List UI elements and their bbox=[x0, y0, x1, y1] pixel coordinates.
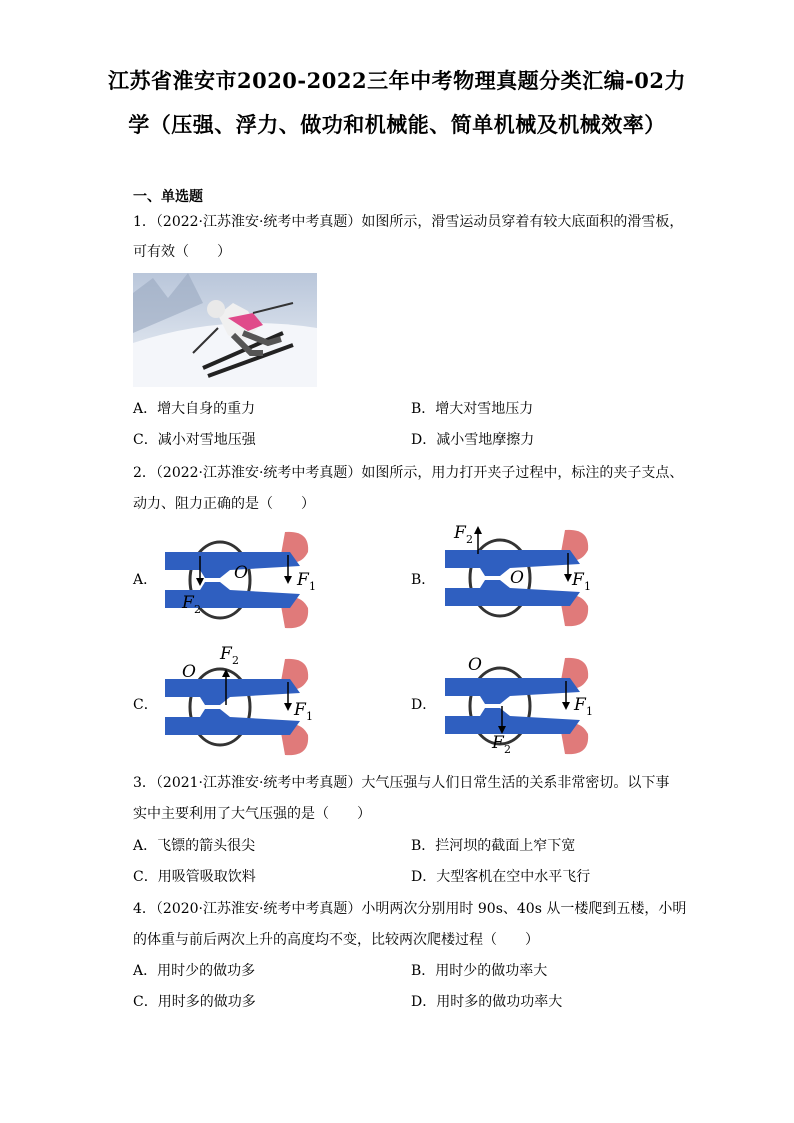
label-o: O bbox=[468, 655, 482, 675]
q3-option-b: B．拦河坝的截面上窄下宽 bbox=[411, 838, 576, 854]
q2-option-d: D． bbox=[411, 697, 437, 713]
q3-option-a: A．飞镖的箭头很尖 bbox=[133, 838, 256, 854]
label-f2: F bbox=[454, 523, 466, 543]
q2-option-a: A． bbox=[133, 572, 158, 588]
label-f1: F bbox=[574, 695, 586, 715]
label-f2: F bbox=[492, 733, 504, 753]
label-f1: F bbox=[297, 570, 309, 590]
q3-option-c: C．用吸管吸取饮料 bbox=[133, 869, 256, 885]
label-o: O bbox=[234, 563, 248, 583]
skier-photo bbox=[133, 273, 317, 387]
label-f1-sub: 1 bbox=[306, 710, 313, 723]
q1-option-c: C．减小对雪地压强 bbox=[133, 432, 256, 448]
label-f1-sub: 1 bbox=[586, 705, 593, 718]
q1-line1: 1．（2022·江苏淮安·统考中考真题）如图所示，滑雪运动员穿着有较大底面积的滑雪板， bbox=[133, 214, 684, 230]
label-f2-sub: 2 bbox=[466, 533, 473, 546]
q4-option-a: A．用时少的做功多 bbox=[133, 963, 256, 979]
label-f2-sub: 2 bbox=[504, 743, 511, 756]
label-f2: F bbox=[220, 645, 232, 664]
label-o: O bbox=[510, 568, 524, 588]
q1-line2: 可有效（ ） bbox=[133, 244, 231, 260]
label-f1: F bbox=[572, 570, 584, 590]
doc-title-line1: 江苏省淮安市2020-2022三年中考物理真题分类汇编-02力 bbox=[107, 68, 687, 93]
q2-line1: 2．（2022·江苏淮安·统考中考真题）如图所示，用力打开夹子过程中，标注的夹子支点、 bbox=[133, 465, 684, 481]
q2-option-c: C． bbox=[133, 697, 158, 713]
q2-line2: 动力、阻力正确的是（ ） bbox=[133, 496, 315, 512]
q2-option-b: B． bbox=[411, 572, 436, 588]
label-f1-sub: 1 bbox=[584, 580, 591, 593]
q4-option-d: D．用时多的做功功率大 bbox=[411, 994, 563, 1010]
doc-title-line2: 学（压强、浮力、做功和机械能、简单机械及机械效率） bbox=[128, 112, 666, 137]
q1-option-b: B．增大对雪地压力 bbox=[411, 401, 534, 417]
clip-diagram-a bbox=[160, 530, 330, 630]
section-heading: 一、单选题 bbox=[133, 189, 203, 205]
clip-diagram-b bbox=[440, 522, 610, 628]
label-f1-sub: 1 bbox=[309, 580, 316, 593]
label-f2: F bbox=[182, 593, 194, 613]
label-o: O bbox=[182, 662, 196, 682]
q4-option-c: C．用时多的做功多 bbox=[133, 994, 256, 1010]
q3-line2: 实中主要利用了大气压强的是（ ） bbox=[133, 806, 371, 822]
clip-diagram-d bbox=[440, 650, 610, 760]
q1-option-a: A．增大自身的重力 bbox=[133, 401, 256, 417]
q4-line2: 的体重与前后两次上升的高度均不变，比较两次爬楼过程（ ） bbox=[133, 932, 539, 948]
label-f1: F bbox=[294, 700, 306, 720]
clip-diagram-c bbox=[160, 645, 330, 757]
label-f2-sub: 2 bbox=[194, 603, 201, 616]
q4-line1: 4．（2020·江苏淮安·统考中考真题）小明两次分别用时 90s、40s 从一楼爬到五楼，小明 bbox=[133, 901, 687, 917]
q3-line1: 3．（2021·江苏淮安·统考中考真题）大气压强与人们日常生活的关系非常密切。以下事 bbox=[133, 775, 670, 791]
q3-option-d: D．大型客机在空中水平飞行 bbox=[411, 869, 591, 885]
q4-option-b: B．用时少的做功率大 bbox=[411, 963, 548, 979]
label-f2-sub: 2 bbox=[232, 654, 239, 667]
q1-option-d: D．减小雪地摩擦力 bbox=[411, 432, 535, 448]
